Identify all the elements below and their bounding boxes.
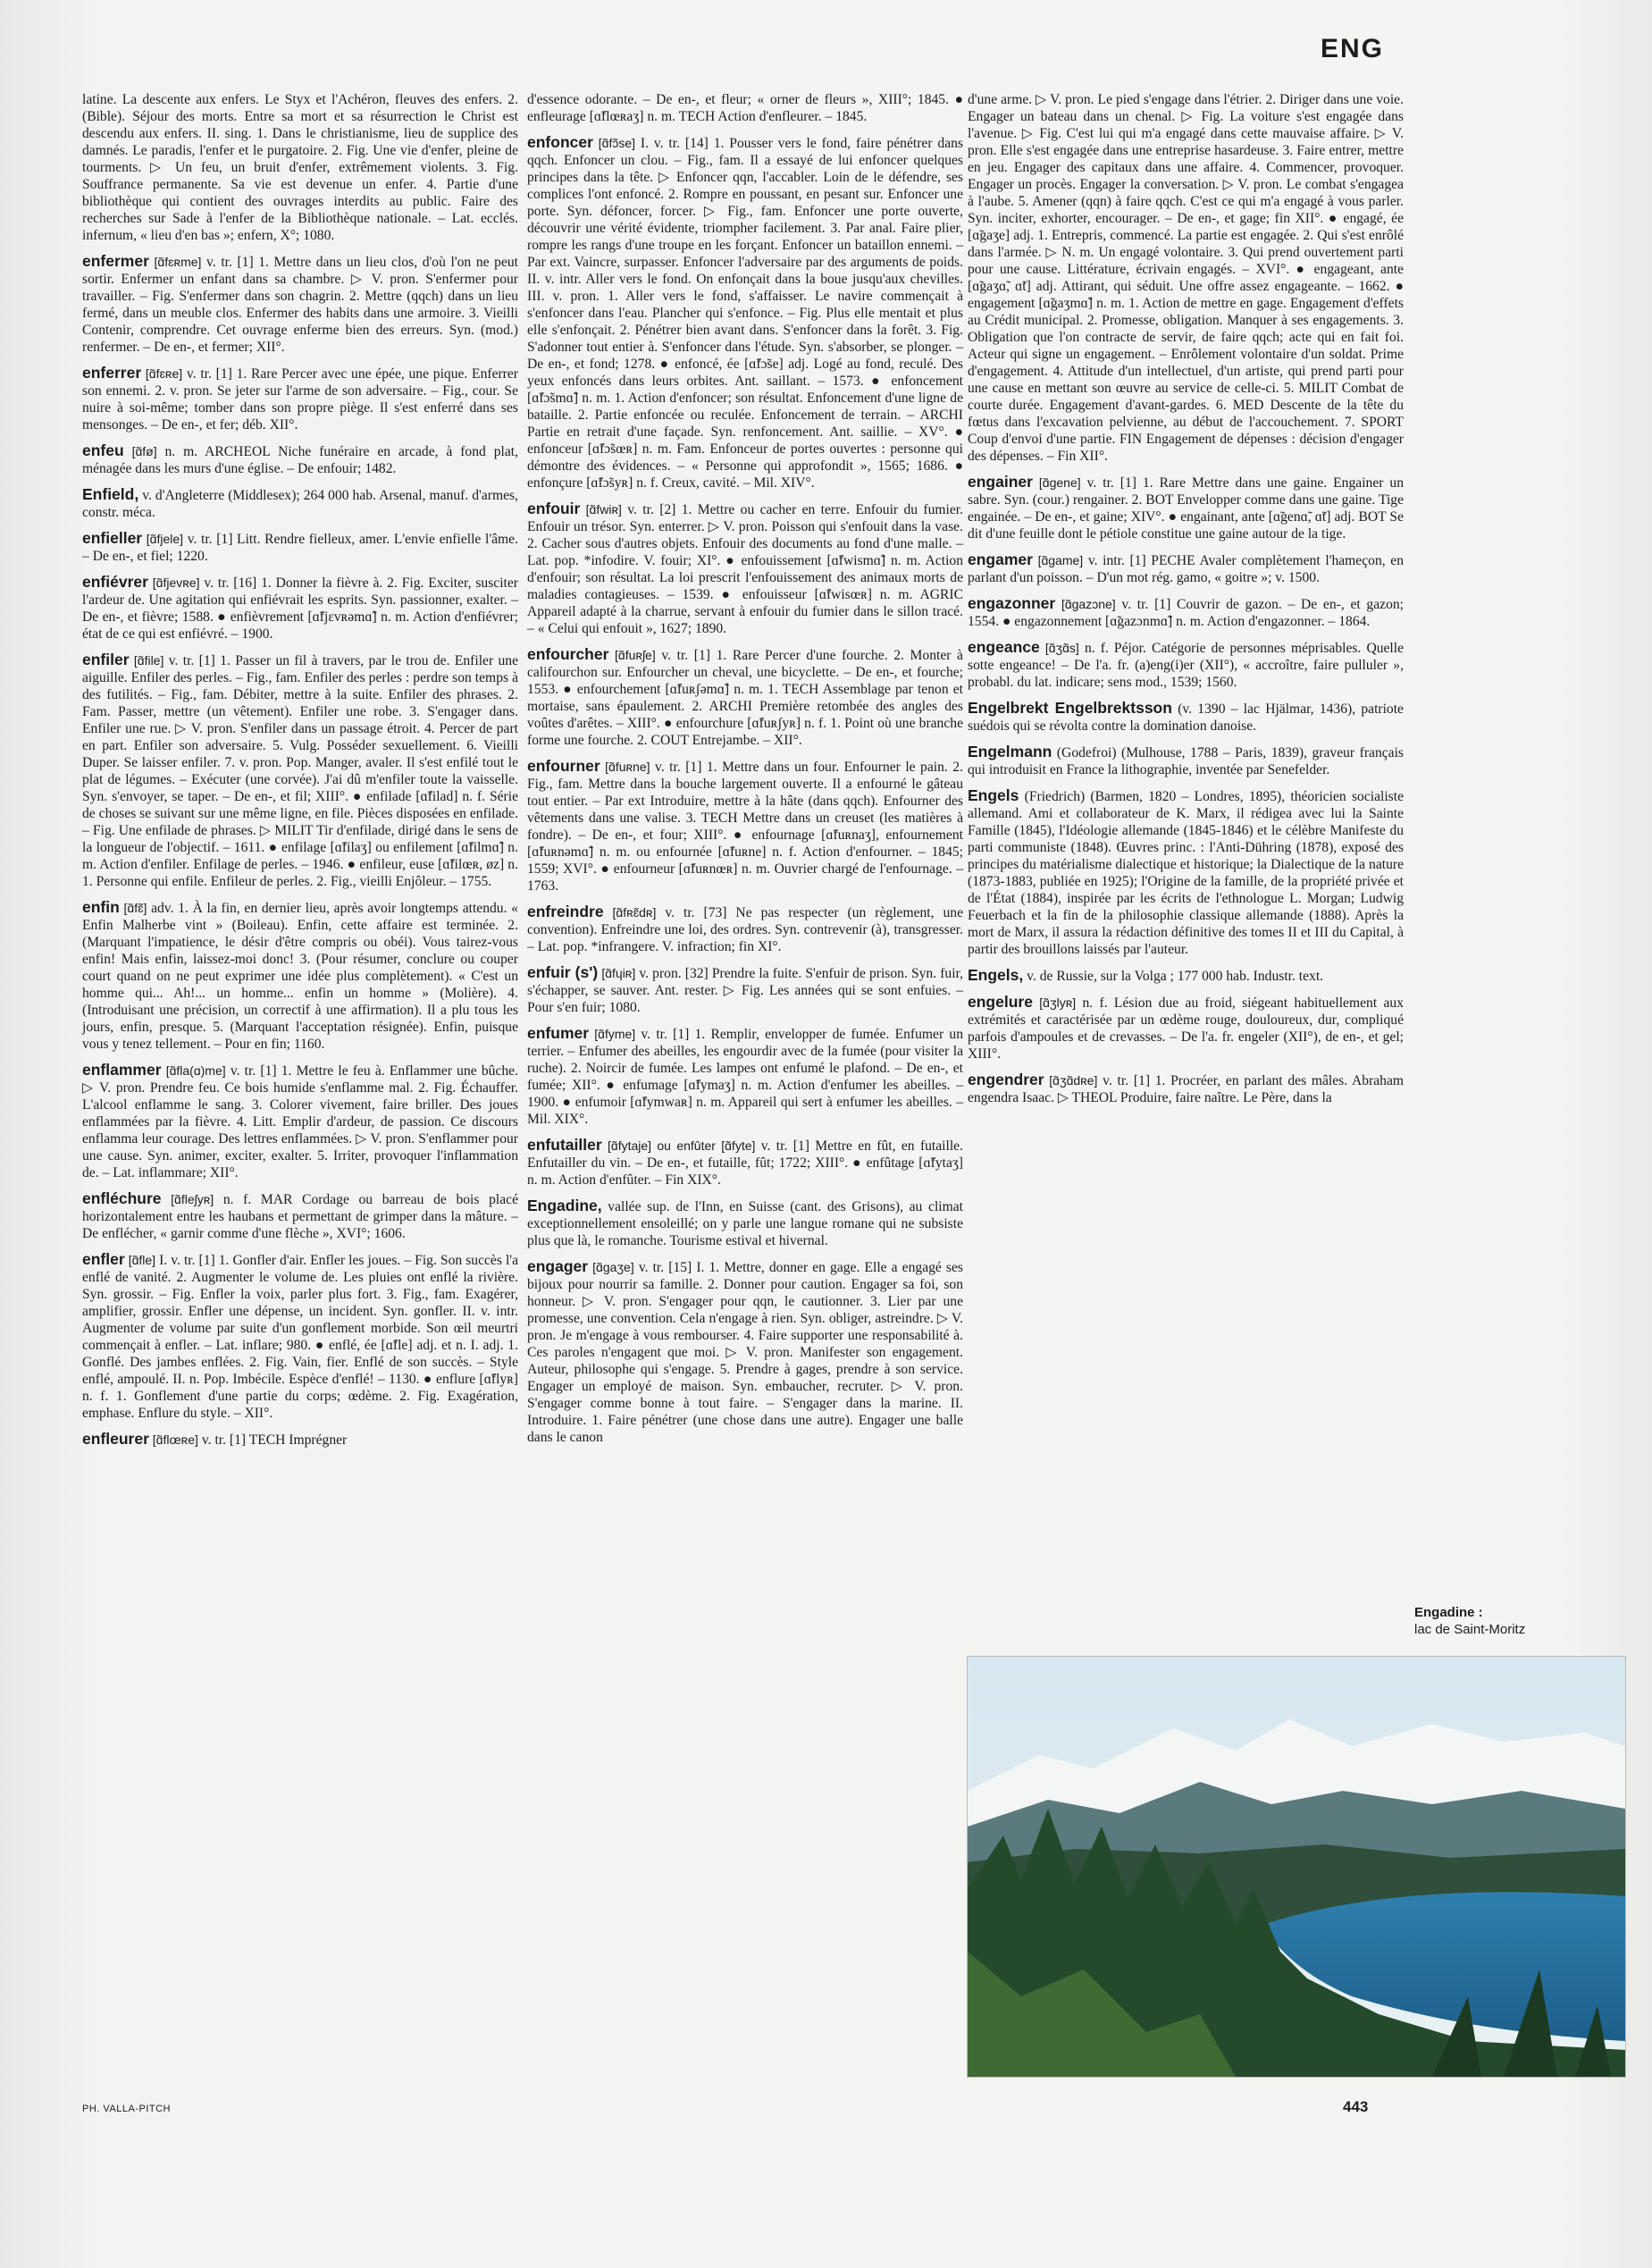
entry-phonetic: [ɑ̃fytaje] ou enfûter [ɑ̃fyte] [608, 1138, 756, 1153]
photo-caption [1414, 1604, 1593, 1638]
dictionary-entry [82, 530, 518, 565]
entry-headword: Engelbrekt Engelbrektsson [968, 699, 1172, 717]
entry-definition: v. tr. [1] 1. Mettre dans un lieu clos, d'où l'on ne peut sortir. Enfermer un enfant dans sa chambre. ▷ V. pron. S'enfermer pour travailler. – Fig. S'enfermer dans son chagrin. 2. Mettre (qqch) dans un lieu fermé, dans un meuble clos. Enfermer des habits dans une armoire. 3. Vieilli Contenir, comprendre. Cet ouvrage enferme bien des erreurs. Syn. (mod.) renfermer. – De en-, et fermer; XII°. [82, 255, 518, 355]
entry-phonetic: [ɑ̃gazɔne] [1061, 597, 1116, 611]
entry-definition: v. intr. [1] PECHE Avaler complètement l'hameçon, en parlant d'un poisson. – D'un mot rég. gamo, « goitre »; v. 1500. [968, 553, 1404, 585]
section-tag: ENG [1320, 34, 1384, 63]
dictionary-entry [968, 967, 1404, 985]
entry-headword: enfeu [82, 441, 124, 459]
column-1 [82, 91, 518, 2071]
entry-definition: (Friedrich) (Barmen, 1820 – Londres, 1895), théoricien socialiste allemand. Ami et collaborateur de K. Marx, il rédigea avec lui la Sainte Famille (1845), l'Idéologie allemande (1845-1846) et le célèbre Manifeste du parti communiste (1848). Œuvres princ. : l'Anti-Dühring (1878), exposé des principes du matérialisme dialectique et historique; la Dialectique de la nature (1873-1883, publiée en 1925); l'Origine de la famille, de la propriété privée et de l'État (1884), inspirée par les écrits de l'ethnologue L. Morgan; Ludwig Feuerbach et la fin de la philosophie classique allemande (1888). Après la mort de Marx, il assura la rédaction définitive des tomes II et III du Capital, à partir des brouillons laissés par l'auteur. [968, 789, 1404, 957]
entry-definition: v. d'Angleterre (Middlesex); 264 000 hab. Arsenal, manuf. d'armes, constr. méca. [82, 488, 518, 520]
entry-definition: d'une arme. ▷ V. pron. Le pied s'engage dans l'étrier. 2. Diriger dans une voie. Engager un bateau dans un chenal. ▷ Fig. La voiture s'est engagée dans l'avenue. ▷ Fig. C'est lui qui m'a engagé dans cette mauvaise affaire. ▷ V. pron. Elle s'est engagée dans une entreprise hasardeuse. 3. Faire entrer, mettre en jeu. Engager des capitaux dans une affaire. 4. Commencer, provoquer. Engager un procès. Engager la conversation. ▷ V. pron. Le combat s'engagea à l'aube. 5. Amener (qqn) à faire qqch. C'est ce qui m'a engagé à vous parler. Syn. inciter, exhorter, encourager. – De en-, et gage; fin XII°. ● engagé, ée [ɑ̃gaʒe] adj. 1. Entrepris, commencé. La partie est engagée. 2. Qui s'est enrôlé dans l'armée. ▷ N. m. Un engagé volontaire. 3. Qui prend ouvertement parti pour une cause. Littérature, écrivain engagés. – XVI°. ● engageant, ante [ɑ̃gaʒɑ̃, ɑ̃t] adj. Attirant, qui séduit. Une offre assez engageante. – 1662. ● engagement [ɑ̃gaʒmɑ̃] n. m. 1. Action de mettre en gage. Engagement d'effets au Crédit municipal. 2. Promesse, obligation. Manquer à ses engagements. 3. Obligation que l'on contracte de servir, de faire qqch; acte qui en fait foi. Acteur qui signe un engagement. – Enrôlement volontaire d'un soldat. Prime d'engagement. 4. Attitude d'un intellectuel, d'un artiste, qui prend parti pour une cause en mettant son œuvre au service de celle-ci. 5. MILIT Combat de courte durée. Engagement d'avant-gardes. 6. MED Descente de la tête du fœtus dans l'excavation pelvienne, au début de l'accouchement. 7. SPORT Coup d'envoi d'une partie. FIN Engagement de dépenses : décision d'engager des dépenses. – Fin XII°. [968, 92, 1404, 464]
entry-phonetic: [ɑ̃fyme] [594, 1027, 636, 1041]
entry-definition: (Godefroi) (Mulhouse, 1788 – Paris, 1839), graveur français qui introduisit en France la lithographie, inventée par Senefelder. [968, 745, 1404, 777]
entry-headword: engazonner [968, 594, 1056, 612]
entry-headword: engager [527, 1257, 589, 1275]
entry-definition: v. tr. [1] 1. Mettre dans un four. Enfourner le pain. 2. Fig., fam. Mettre dans la bouche largement ouverte. Il a enfourné le gâteau tout entier. – Par ext Introduire, mettre à la hâte (dans qqch). Enfourner des vêtements dans une valise. 3. TECH Mettre dans un creuset (les matières à fondre). – De en-, et four; XIII°. ● enfournage [ɑ̃fuʀnaʒ], enfournement [ɑ̃fuʀnəmɑ̃] n. m. ou enfournée [ɑ̃fuʀne] n. f. Action d'enfourner. – 1845; 1559; XVI°. ● enfourneur [ɑ̃fuʀnœʀ] n. m. Ouvrier chargé de l'enfournage. – 1763. [527, 760, 963, 894]
dictionary-entry [82, 899, 518, 1053]
entry-headword: engelure [968, 993, 1033, 1011]
dictionary-entry [527, 1258, 963, 1446]
entry-definition: v. tr. [1] TECH Imprégner [201, 1432, 348, 1448]
entry-definition: adv. 1. À la fin, en dernier lieu, après avoir longtemps attendu. « Enfin Malherbe vint » (Boileau). Enfin, cette affaire est terminée. 2. (Marquant l'impatience, le désir d'être compris ou obéi). Vous tairez-vous enfin! Mais enfin, laissez-moi donc! 3. (Pour résumer, conclure ou couper court quand on ne peut exprimer une idée plus complètement). « C'est un homme qui... Ah!... un homme... enfin un homme » (Molière). 4. (Introduisant une précision, un correctif à une affirmation). Il a plu tous les jours, enfin, presque. 5. (Marquant l'acceptation résignée). Enfin, puisque vous y tenez tellement. – Pour en fin; 1160. [82, 901, 518, 1052]
entry-headword: enfermer [82, 252, 149, 270]
entry-headword: engeance [968, 638, 1040, 656]
entry-headword: engainer [968, 473, 1033, 491]
dictionary-entry [82, 651, 518, 890]
dictionary-entry [968, 700, 1404, 735]
entry-phonetic: [ɑ̃fuʀʃe] [615, 648, 656, 662]
entry-headword: Engels [968, 786, 1019, 804]
entry-phonetic: [ɑ̃fjele] [146, 532, 184, 546]
entry-definition: v. tr. [15] I. 1. Mettre, donner en gage. Elle a engagé ses bijoux pour nourrir sa famille. 2. Donner pour caution. Engager sa foi, son honneur. ▷ V. pron. S'engager pour qqn, le cautionner. 3. Lier par une promesse, une convention. Cela n'engage à rien. Syn. obliger, astreindre. ▷ V. pron. Je m'engage à vous rembourser. 4. Faire supporter une responsabilité à. Ces paroles n'engagent que moi. ▷ V. pron. Manifester son engagement. Auteur, philosophe qui s'engage. 5. Prendre à gages, prendre à son service. Engager un employé de maison. Syn. embaucher, recruter. ▷ V. pron. S'engager comme bonne à tout faire. – S'engager dans la marine. II. Introduire. 1. Faire pénétrer (une chose dans une autre). Engager une balle dans le canon [527, 1260, 963, 1445]
entry-phonetic: [ɑ̃fʀɛ̃dʀ] [612, 905, 657, 920]
entry-definition: v. de Russie, sur la Volga ; 177 000 hab. Industr. text. [1027, 969, 1324, 984]
page-number: 443 [1343, 2098, 1369, 2115]
entry-definition: I. v. tr. [14] 1. Pousser vers le fond, faire pénétrer dans qqch. Enfoncer un clou. – Fig., fam. Il a essayé de lui enfoncer quelques principes dans la tête. ▷ Enfoncer qqn, l'accabler. Loin de le défendre, ses complices l'ont enfoncé. 2. Rompre en poussant, en pesant sur. Enfoncer une porte. Syn. défoncer, forcer. ▷ Fig., fam. Enfoncer une porte ouverte, découvrir une vérité évidente, triompher facilement. 3. Par anal. Faire plier, rompre les rangs d'une troupe en les forçant. Enfoncer un bataillon ennemi. – Par ext. Vaincre, surpasser. Enfoncer l'adversaire par des arguments de poids. II. v. intr. Aller vers le fond. On enfonçait dans la boue jusqu'aux chevilles. III. v. pron. 1. Aller vers le fond, s'affaisser. Le navire commençait à s'enfoncer dans l'eau. Plancher qui s'enfonce. – Fig. Plus elle mentait et plus elle s'enfonçait. 2. Pénétrer bien avant dans. S'enfoncer dans la forêt. 3. Fig. S'adonner tout entier à. S'enfoncer dans l'étude. Syn. s'absorber, se plonger. – De en-, et fond; 1278. ● enfoncé, ée [ɑ̃fɔ̃se] adj. Logé au fond, reculé. Des yeux enfoncés dans leurs orbites. Ant. saillant. – 1573. ● enfoncement [ɑ̃fɔ̃smɑ̃] n. m. 1. Action d'enfoncer; son résultat. Enfoncement d'une ligne de bataille. 2. Partie enfoncée ou reculée. Enfoncement de terrain. – ARCHI Partie en retrait d'une façade. Syn. renfoncement. Ant. saillie. – XV°. ● enfonceur [ɑ̃fɔ̃sœʀ] n. m. Fam. Enfonceur de portes ouvertes : personne qui démontre des évidences. – « Personne qui approfondit », 1565; 1686. ● enfonçure [ɑ̃fɔ̃syʀ] n. f. Creux, cavité. – Mil. XIV°. [527, 136, 963, 491]
dictionary-entry [527, 134, 963, 491]
entry-phonetic: [ɑ̃fuʀne] [605, 760, 650, 774]
entry-definition: n. m. ARCHEOL Niche funéraire en arcade, à fond plat, ménagée dans les murs d'une église. – De enfouir; 1482. [82, 444, 518, 476]
dictionary-entry [527, 1137, 963, 1189]
entry-phonetic: [ɑ̃fjevʀe] [152, 575, 200, 590]
dictionary-entry [968, 91, 1404, 465]
entry-phonetic: [ɑ̃flœʀe] [152, 1432, 198, 1447]
entry-phonetic: [ɑ̃gaʒe] [592, 1260, 634, 1274]
entry-headword: enfléchure [82, 1189, 162, 1207]
entry-headword: enfiler [82, 651, 130, 668]
entry-definition: v. tr. [1] Mettre en fût, en futaille. Enfutailler du vin. – De en-, et futaille, fût; 1722; XIII°. ● enfûtage [ɑ̃fytaʒ] n. m. Action d'enfûter. – Fin XIX°. [527, 1138, 964, 1188]
entry-definition: d'essence odorante. – De en-, et fleur; « orner de fleurs », XIII°; 1845. ● enfleurage [ɑ̃flœʀaʒ] n. m. TECH Action d'enfleurer. – 1845. [527, 92, 963, 124]
dictionary-entry [968, 474, 1404, 542]
entry-headword: enflammer [82, 1061, 162, 1079]
entry-phonetic: [ɑ̃ʒɑ̃s] [1044, 641, 1079, 655]
dictionary-entry [527, 1025, 963, 1128]
entry-headword: enfourcher [527, 645, 609, 663]
entry-phonetic: [ɑ̃fɥiʀ] [601, 966, 636, 980]
entry-phonetic: [ɑ̃fɛʀe] [145, 366, 183, 381]
entry-headword: Engelmann [968, 743, 1052, 760]
caption-text: lac de Saint-Moritz [1414, 1622, 1526, 1637]
dictionary-entry [82, 574, 518, 643]
entry-phonetic: [ɑ̃gene] [1038, 475, 1081, 490]
dictionary-entry [82, 1062, 518, 1181]
entry-definition: n. f. MAR Cordage ou barreau de bois placé horizontalement entre les haubans et permettant de grimper dans la mâture. – De enflécher, « garnir comme d'une flèche », XVI°; 1606. [82, 1192, 518, 1241]
dictionary-entry [527, 1197, 963, 1249]
dictionary-entry [82, 91, 518, 244]
entry-headword: enfouir [527, 500, 581, 517]
entry-definition: v. tr. [1] 1. Rare Percer d'une fourche. 2. Monter à califourchon sur. Enfourcher un cheval, une bicyclette. – De en-, et fourche; 1553. ● enfourchement [ɑ̃fuʀʃəmɑ̃] n. m. 1. TECH Assemblage par tenon et mortaise, sans épaulement. 2. ARCHI Première retombée des angles des voûtes d'arêtes. – XIII°. ● enfourchure [ɑ̃fuʀʃyʀ] n. f. 1. Point où une branche forme une fourche. 2. COUT Entrejambe. – XII°. [527, 648, 963, 748]
entry-headword: enfuir (s') [527, 963, 599, 981]
entry-headword: enfutailler [527, 1136, 602, 1154]
engadine-lake-photo [967, 1656, 1626, 2078]
entry-definition: v. tr. [2] 1. Mettre ou cacher en terre. Enfouir du fumier. Enfouir un trésor. Syn. enterrer. ▷ V. pron. Poisson qui s'enfouit dans la vase. 2. Cacher sous d'autres objets. Enfouir des documents au fond d'une malle. – Lat. pop. *infodire. V. fouir; XI°. ● enfouissement [ɑ̃fwismɑ̃] n. m. Action d'enfouir; son résultat. La loi prescrit l'enfouissement des animaux morts de maladies contagieuses. – 1539. ● enfouisseur [ɑ̃fwisœʀ] n. m. AGRIC Appareil adapté à la charrue, servant à enfouir du fumier dans le sillon tracé. – « Celui qui enfouit », 1627; 1890. [527, 502, 963, 636]
entry-definition: v. tr. [73] Ne pas respecter (un règlement, une convention). Enfreindre une loi, des ordres. Syn. contrevenir (à), transgresser. – Lat. pop. *infrangere. V. infraction; fin XI°. [527, 905, 964, 954]
dictionary-entry [968, 639, 1404, 691]
dictionary-entry [82, 442, 518, 477]
entry-phonetic: [ɑ̃ʒɑ̃dʀe] [1049, 1073, 1098, 1088]
dictionary-entry [82, 1190, 518, 1242]
entry-headword: enfleurer [82, 1430, 149, 1448]
entry-headword: enfoncer [527, 133, 593, 151]
entry-definition: n. f. Péjor. Catégorie de personnes méprisables. Quelle sotte engeance! – De l'a. fr. (a)eng(i)er (XII°), « accroître, faire pulluler », probabl. du lat. indicare; sens mod., 1539; 1560. [968, 641, 1405, 690]
dictionary-entry [527, 758, 963, 895]
entry-headword: Engadine, [527, 1197, 602, 1214]
entry-headword: Engels, [968, 966, 1024, 984]
entry-headword: enfler [82, 1250, 125, 1268]
entry-headword: enferrer [82, 364, 142, 382]
entry-definition: vallée sup. de l'Inn, en Suisse (cant. des Grisons), au climat exceptionnellement ensoleillé; on y parle une langue romane qui ne subsiste plus que là, le romanche. Tourisme estival et hivernal. [527, 1199, 963, 1248]
dictionary-entry [968, 994, 1404, 1063]
dictionary-entry [527, 91, 963, 125]
entry-definition: v. tr. [1] 1. Rare Percer avec une épée, une pique. Enferrer son ennemi. 2. v. pron. Se jeter sur l'arme de son adversaire. – Fig., cour. Se nuire à soi-même; tomber dans son propre piège. Il s'est enferré dans ses mensonges. – De en-, et fer; déb. XII°. [82, 366, 518, 433]
entry-phonetic: [ɑ̃ʒlyʀ] [1039, 995, 1077, 1010]
entry-headword: enfin [82, 898, 120, 916]
entry-definition: v. tr. [1] 1. Mettre le feu à. Enflammer une bûche. ▷ V. pron. Prendre feu. Ce bois humide s'enflamme mal. 2. Fig. Échauffer. L'alcool enflamme le sang. 3. Colorer vivement, faire briller. Des joues enflammées par la fièvre. 4. Litt. Emplir d'ardeur, de passion. Ce discours enflamma leur courage. Des lettres enflammées. ▷ V. pron. S'enflammer pour une cause. Syn. animer, exciter, exalter. 5. Irriter, provoquer l'inflammation de. – Lat. inflammare; XII°. [82, 1063, 519, 1180]
dictionary-entry [527, 964, 963, 1016]
column-2 [527, 91, 963, 2071]
entry-phonetic: [ɑ̃file] [133, 653, 164, 668]
entry-definition: v. tr. [1] 1. Procréer, en parlant des mâles. Abraham engendra Isaac. ▷ THEOL Produire, faire naître. Le Père, dans la [968, 1073, 1404, 1105]
entry-phonetic: [ɑ̃game] [1037, 553, 1084, 567]
entry-headword: enfiévrer [82, 573, 148, 591]
entry-phonetic: [ɑ̃fle] [128, 1253, 156, 1267]
entry-phonetic: [ɑ̃fɛ̃] [123, 901, 147, 915]
entry-definition: I. v. tr. [1] 1. Gonfler d'air. Enfler les joues. – Fig. Son succès l'a enflé de vanité. 2. Augmenter le volume de. Les pluies ont enflé la rivière. Syn. grossir. – Fig. Enfler la voix, parler plus fort. 3. Fig., fam. Exagérer, amplifier, grossir. Enfler une dépense, un incident. Syn. gonfler. II. v. intr. Augmenter de volume par suite d'un gonflement morbide. Son œil meurtri commençait à enfler. – Lat. inflare; 980. ● enflé, ée [ɑ̃fle] adj. et n. I. adj. 1. Gonflé. Des jambes enflées. 2. Fig. Vain, fier. Enflé de son succès. – Style enflé, ampoulé. II. n. Pop. Imbécile. Espèce d'enflé! – 1130. ● enflure [ɑ̃flyʀ] n. f. 1. Gonflement d'une partie du corps; œdème. 2. Fig. Exagération, emphase. Enflure du style. – XII°. [82, 1253, 519, 1421]
entry-definition: (v. 1390 – lac Hjälmar, 1436), patriote suédois qui se révolta contre la domination danoise. [968, 701, 1404, 734]
dictionary-entry [82, 253, 518, 356]
dictionary-entry [82, 1431, 518, 1449]
dictionary-entry [968, 551, 1404, 586]
column-3 [968, 91, 1404, 1610]
entry-definition: v. tr. [16] 1. Donner la fièvre à. 2. Fig. Exciter, susciter l'ardeur de. Une agitation qui enfiévrait les esprits. Syn. passionner, exalter. – De en-, et fièvre; 1588. ● enfièvrement [ɑ̃fjɛvʀəmɑ̃] n. m. Action d'enfiévrer; état de ce qui est enfiévré. – 1900. [82, 575, 518, 642]
dictionary-entry [82, 486, 518, 521]
entry-headword: enfumer [527, 1024, 590, 1042]
entry-headword: engamer [968, 550, 1033, 568]
dictionary-entry [527, 903, 963, 955]
photo-credit: PH. VALLA-PITCH [82, 2104, 171, 2114]
entry-phonetic: [ɑ̃fwiʀ] [585, 502, 622, 517]
entry-definition: v. tr. [1] 1. Passer un fil à travers, par le trou de. Enfiler une aiguille. Enfiler des perles. – Fig., fam. Enfiler des perles : perdre son temps à des futilités. – Fig., fam. Débiter, mettre à la suite. Enfiler des phrases. 2. Fam. Passer, mettre (un vêtement). Enfiler une robe. 3. S'engager dans. Enfiler une rue. ▷ V. pron. S'enfiler dans un passage étroit. 4. Percer de part en part. Enfiler son adversaire. 5. Vulg. Posséder sexuellement. 6. Vieilli Duper. Se laisser enfiler. 7. v. pron. Pop. Manger, avaler. Il s'est enfilé tout le plat de légumes. – Exécuter (une corvée). J'ai dû m'enfiler toute la vaisselle. Syn. s'envoyer, se taper. – De en-, et fil; XIII°. ● enfilade [ɑ̃filad] n. f. Série de choses se suivant sur une même ligne, en file. Pièces disposées en enfilade. – Fig. Une enfilade de phrases. ▷ MILIT Tir d'enfilade, dirigé dans le sens de la longueur de l'objectif. – 1611. ● enfilage [ɑ̃filaʒ] ou enfilement [ɑ̃filmɑ̃] n. m. Action d'enfiler. Enfilage de perles. – 1946. ● enfileur, euse [ɑ̃filœʀ, øz] n. 1. Personne qui enfile. Enfileur de perles. 2. Fig., vieilli Enjôleur. – 1755. [82, 653, 519, 889]
dictionary-entry [968, 595, 1404, 630]
entry-definition: v. pron. [32] Prendre la fuite. S'enfuir de prison. Syn. fuir, s'échapper, se sauver. Ant. rester. ▷ Fig. Les années qui se sont enfuies. – Pour s'en fuir; 1080. [527, 966, 964, 1015]
dictionary-entry [527, 646, 963, 749]
dictionary-entry [968, 787, 1404, 958]
dictionary-entry [527, 500, 963, 637]
entry-definition: n. f. Lésion due au froid, siégeant habituellement aux extrémités et caractérisée par un œdème rouge, douloureux, dur, compliqué parfois d'ampoules et de crevasses. – De l'a. fr. engeler (XII°), de en-, et gel; XIII°. [968, 995, 1404, 1062]
entry-phonetic: [ɑ̃fleʃyʀ] [171, 1192, 214, 1206]
entry-headword: enfourner [527, 757, 600, 775]
entry-phonetic: [ɑ̃fø] [131, 444, 157, 458]
entry-phonetic: [ɑ̃fɔ̃se] [598, 136, 636, 150]
entry-definition: v. tr. [1] Litt. Rendre fielleux, amer. L'envie enfielle l'âme. – De en-, et fiel; 1220. [82, 532, 518, 564]
entry-headword: enfreindre [527, 903, 604, 920]
entry-headword: Enfield, [82, 485, 139, 503]
entry-headword: enfieller [82, 529, 143, 547]
caption-title: Engadine : [1414, 1605, 1483, 1620]
entry-definition: v. tr. [1] 1. Remplir, envelopper de fumée. Enfumer un terrier. – Enfumer des abeilles, les engourdir avec de la fumée (pour visiter la ruche). 2. Noircir de fumée. Les lampes ont enfumé le plafond. – De en-, et fumée; XII°. ● enfumage [ɑ̃fymaʒ] n. m. Action d'enfumer les abeilles. – 1900. ● enfumoir [ɑ̃fymwaʀ] n. m. Appareil qui sert à enfumer les abeilles. – Mil. XIX°. [527, 1027, 963, 1127]
dictionary-entry [82, 365, 518, 433]
entry-phonetic: [ɑ̃fla(ɑ)me] [165, 1063, 226, 1078]
entry-headword: engendrer [968, 1071, 1044, 1088]
entry-definition: v. tr. [1] Couvrir de gazon. – De en-, et gazon; 1554. ● engazonnement [ɑ̃gazɔnmɑ̃] n. m. Action d'engazonner. – 1864. [968, 597, 1405, 629]
dictionary-entry [968, 1071, 1404, 1106]
entry-definition: v. tr. [1] 1. Rare Mettre dans une gaine. Engainer un sabre. Syn. (cour.) rengainer. 2. BOT Envelopper comme dans une gaine. Tige engainée. – De en-, et gaine; XIV°. ● engainant, ante [ɑ̃genɑ̃, ɑ̃t] adj. BOT Se dit d'une feuille dont le pétiole constitue une gaine autour de la tige. [968, 475, 1404, 542]
dictionary-entry [968, 743, 1404, 778]
entry-definition: latine. La descente aux enfers. Le Styx et l'Achéron, fleuves des enfers. 2. (Bible). Séjour des morts. Entre sa mort et sa résurrection le Christ est descendu aux enfers. II. sing. 1. Dans le christianisme, lieu de supplice des damnés. Le paradis, l'enfer et le purgatoire. 2. Fig. Une vie d'enfer, pleine de tourments. ▷ Un feu, un bruit d'enfer, extrêmement violents. 3. Fig. Souffrance permanente. Sa vie est devenue un enfer. 4. Partie d'une bibliothèque qui contient des ouvrages interdits au public. Faire des recherches sur Sade à l'enfer de la Bibliothèque nationale. – Lat. ecclés. infernum, « lieu d'en bas »; enfern, X°; 1080. [82, 92, 518, 243]
dictionary-entry [82, 1251, 518, 1422]
entry-phonetic: [ɑ̃fɛʀme] [154, 255, 202, 269]
